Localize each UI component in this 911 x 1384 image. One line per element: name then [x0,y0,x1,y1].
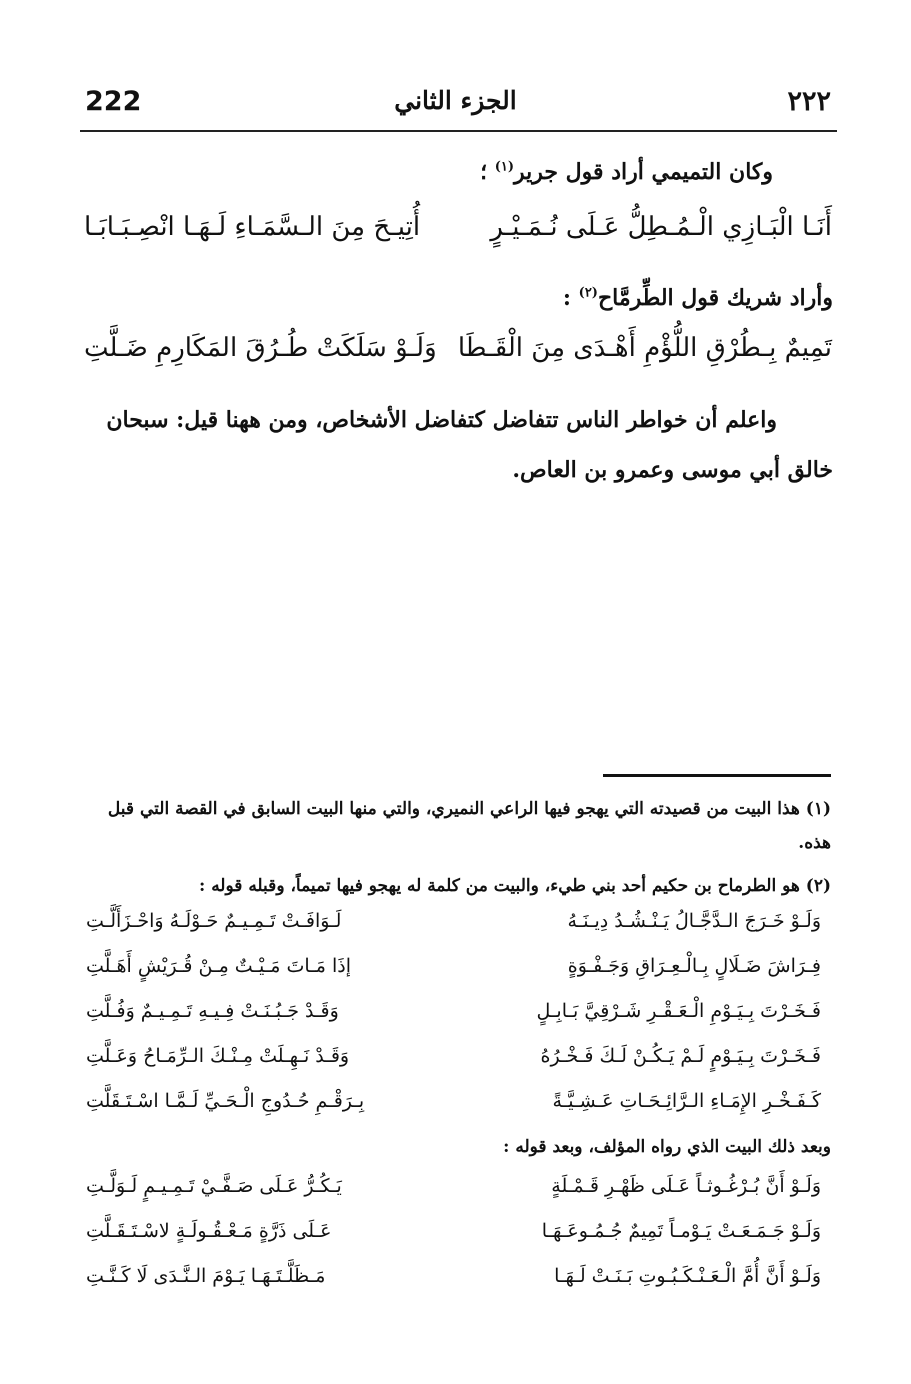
footnote-verse-first-half: فَـخَـرْتَ بِـيَـوْمٍ لَـمْ يَـكُـنْ لَـكَ فَـخْـرُهُ [540,1045,821,1067]
footnote-verse [86,1000,821,1022]
intro-1-punct: ؛ [480,159,495,185]
footnote-verse-second-half: وَقَـدْ جَـبُـنَـتْ فِـيـهِ تَـمِـيـمٌ وَفُـلَّتِ [86,1000,339,1022]
page-number-latin: 222 [85,86,142,117]
footnote-verse [86,955,821,977]
verse-1-second-half: أُتِيـحَ مِنَ الـسَّمَـاءِ لَـهَـا انْصِـبَـابَـا [84,212,421,242]
footnote-verse-second-half: مَـظَلَّـتَـهَـا يَـوْمَ الـنَّـدَى لَا كَـنَّـتِ [86,1265,326,1287]
footnote-verse [86,1045,821,1067]
footnote-verse-second-half: بِـرَقْـمِ حُـدُوجِ الْـحَـيِّ لَـمَّـا اسْـتَـقَلَّتِ [86,1090,365,1112]
note-ref-2: (٢) [578,285,598,301]
footnote-rule [603,774,831,777]
footnote-verse [86,1175,821,1197]
body-paragraph: واعلم أن خواطر الناس تتفاضل كتفاضل الأشخاص، ومن ههنا قيل: سبحان خالق أبي موسى وعمرو بن العاص. [106,407,833,483]
footnote-verse-second-half: إذَا مَـاتَ مَـيْـتٌ مِـنْ قُـرَيْشٍ أَهَـلَّتِ [86,955,351,977]
footnote-verse [86,1265,821,1287]
footnote-after-label: وبعد ذلك البيت الذي رواه المؤلف، وبعد قوله : [503,1137,831,1157]
page-number-arabic: ٢٢٢ [787,86,831,117]
verse-2 [84,333,832,363]
footnote-verse-first-half: وَلَـوْ جَـمَـعَـتْ يَـوْمـاً تَمِيمٌ جُـمُـوعَـهَـا [541,1220,821,1242]
running-head: الجزء الثاني [394,86,517,115]
intro-2-punct: : [562,285,579,311]
intro-1-text: وكان التميمي أراد قول جرير [514,159,773,185]
verse-1 [84,212,832,242]
intro-line-1 [153,157,773,187]
footnote-verse-second-half: لَـوَافَـتْ تَـمِـيـمٌ حَـوْلَـهُ وَاحْـزَأَلَّـتِ [86,910,342,932]
footnote-verse [86,1090,821,1112]
footnote-2: (٢) هو الطرماح بن حكيم أحد بني طيء، والبيت من كلمة له يهجو فيها تميماً، وقبله قوله : [199,876,831,896]
footnote-verse-second-half: عَـلَى ذَرَّةٍ مَـعْـقُـولَـةٍ لاسْـتَـقَـلَّتِ [86,1220,332,1242]
intro-line-2 [133,283,833,313]
footnote-1: (١) هذا البيت من قصيدته التي يهجو فيها الراعي النميري، والتي منها البيت السابق في القصة التي قبل هذه. [107,799,831,853]
footnote-verse-first-half: وَلَـوْ خَـرَجَ الـدَّجَّـالُ يَـنْـشُـدُ دِيـنَـهُ [567,910,821,932]
verse-2-first-half: تَمِيمٌ بِـطُرْقِ اللُّؤْمِ أَهْـدَى مِنَ الْقَـطَا [457,333,832,363]
footnote-verse-second-half: وَقَـدْ نَـهِـلَتْ مِـنْـكَ الـرِّمَـاحُ وَعَـلَّتِ [86,1045,350,1067]
verse-1-first-half: أَنَـا الْبَـازِي الْـمُـطِلُّ عَـلَى نُـمَـيْـرٍ [490,212,832,242]
footnote-verse-first-half: كَـفَـخْـرِ الإِمَـاءِ الـرَّائِـحَـاتِ عَـشِـيَّـةً [552,1090,821,1112]
footnote-verse-second-half: يَـكُـرُّ عَـلَى صَـفَّـيْ تَـمِـيـمٍ لَـوَلَّـتِ [86,1175,342,1197]
note-ref-1: (١) [494,159,515,175]
verse-2-second-half: وَلَـوْ سَلَكَتْ طُـرُقَ المَكَارِمِ ضَـلَّتِ [84,333,437,363]
footnote-verse-first-half: وَلَـوْ أَنَّ أُمَّ الْـعَـنْـكَـبُـوتِ بَـنَـتْ لَـهَـا [554,1265,821,1287]
footnote-verse [86,1220,821,1242]
header-rule [80,130,837,132]
footnote-verse-first-half: فَـخَـرْتَ بِـيَـوْمِ الْـعَـقْـرِ شَـرْقِيَّ بَـابِـلٍ [536,1000,821,1022]
footnote-verse [86,910,821,932]
footnote-verse-first-half: فِـرَاشَ ضَـلَالٍ بِـالْـعِـرَاقِ وَجَـفْـوَةٍ [567,955,821,977]
footnote-verse-first-half: وَلَـوْ أَنَّ بُـرْغُـوثـاً عَـلَى ظَهْـرِ قَـمْـلَةٍ [551,1175,821,1197]
intro-2-text: وأراد شريك قول الطِّرمَّاح [597,285,833,311]
